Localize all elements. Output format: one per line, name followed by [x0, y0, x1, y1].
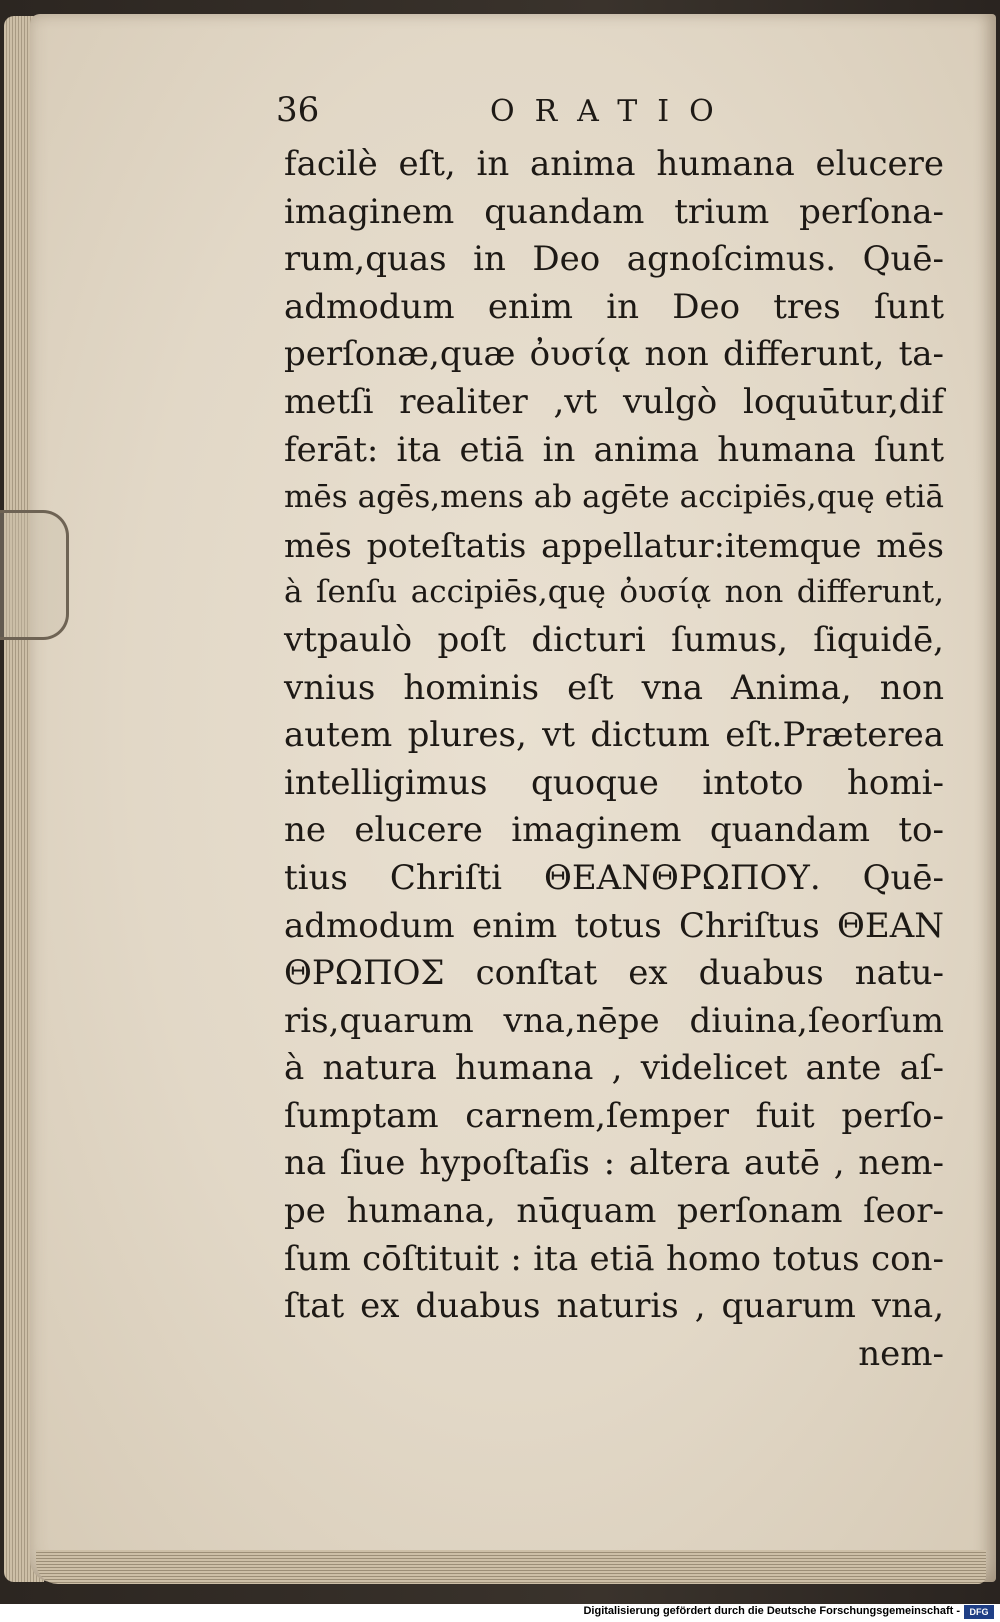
page-header [276, 86, 936, 142]
text-line: ſumptam carnem,ſemper fuit perſo- [284, 1095, 944, 1136]
text-line: vnius hominis eſt vna Anima, non [284, 667, 944, 708]
text-line: vtpaulò poſt dicturi ſumus, ſiquidē, [284, 619, 944, 660]
text-line: à natura humana , videlicet ante aſ- [284, 1048, 944, 1089]
text-line: ris,quarum vna,nēpe diuina,ſeorſum [284, 1000, 944, 1041]
dfg-logo: DFG [964, 1605, 994, 1619]
text-line: à ſenſu accipiēs,quę ὀυσίᾳ non differunt, [284, 574, 944, 611]
text-line: ſum cōſtituit : ita etiā homo totus con- [284, 1238, 944, 1279]
text-line: tius Chriſti ΘΕΑΝΘΡΩΠΟΥ. Quē- [284, 857, 944, 898]
funding-credit: Digitalisierung gefördert durch die Deutsche Forschungsgemeinschaft - [583, 1605, 960, 1617]
page-edges-bottom [36, 1550, 986, 1584]
text-line: ſtat ex duabus naturis , quarum vna, [284, 1286, 944, 1327]
catchword: nem- [858, 1333, 944, 1374]
text-line: rum,quas in Deo agnoſcimus. Quē- [284, 239, 944, 280]
text-line: mēs poteſtatis appellatur:itemque mēs [284, 525, 944, 565]
text-line: imaginem quandam trium perſona- [284, 191, 944, 232]
page-number: 36 [276, 90, 320, 130]
text-line: admodum enim totus Chriſtus ΘΕΑΝ [284, 905, 944, 946]
text-line: ne elucere imaginem quandam to- [284, 810, 944, 851]
running-head: ORATIO [490, 94, 734, 129]
text-line: facilè eſt, in anima humana elucere [284, 144, 944, 184]
text-line: pe humana, nūquam perſonam ſeor- [284, 1191, 944, 1232]
text-line: na ſiue hypoſtaſis : altera autē , nem- [284, 1143, 944, 1184]
body-text [284, 141, 944, 1378]
text-line: mēs agēs,mens ab agēte accipiēs,quę etiā [284, 479, 944, 516]
text-line: admodum enim in Deo tres ſunt [284, 286, 944, 327]
text-line: intelligimus quoque intoto homi- [284, 762, 944, 803]
text-line: perſonæ,quæ ὀυσίᾳ non differunt, ta- [284, 334, 944, 375]
text-line: ferāt: ita etiā in anima humana ſunt [284, 429, 944, 470]
page-clip [0, 510, 69, 640]
text-line: autem plures, vt dictum eſt.Præterea [284, 715, 944, 756]
text-line: metſi realiter ,vt vulgò loquūtur,dif [284, 381, 944, 422]
text-line: ΘΡΩΠΟΣ conſtat ex duabus natu- [284, 953, 944, 994]
